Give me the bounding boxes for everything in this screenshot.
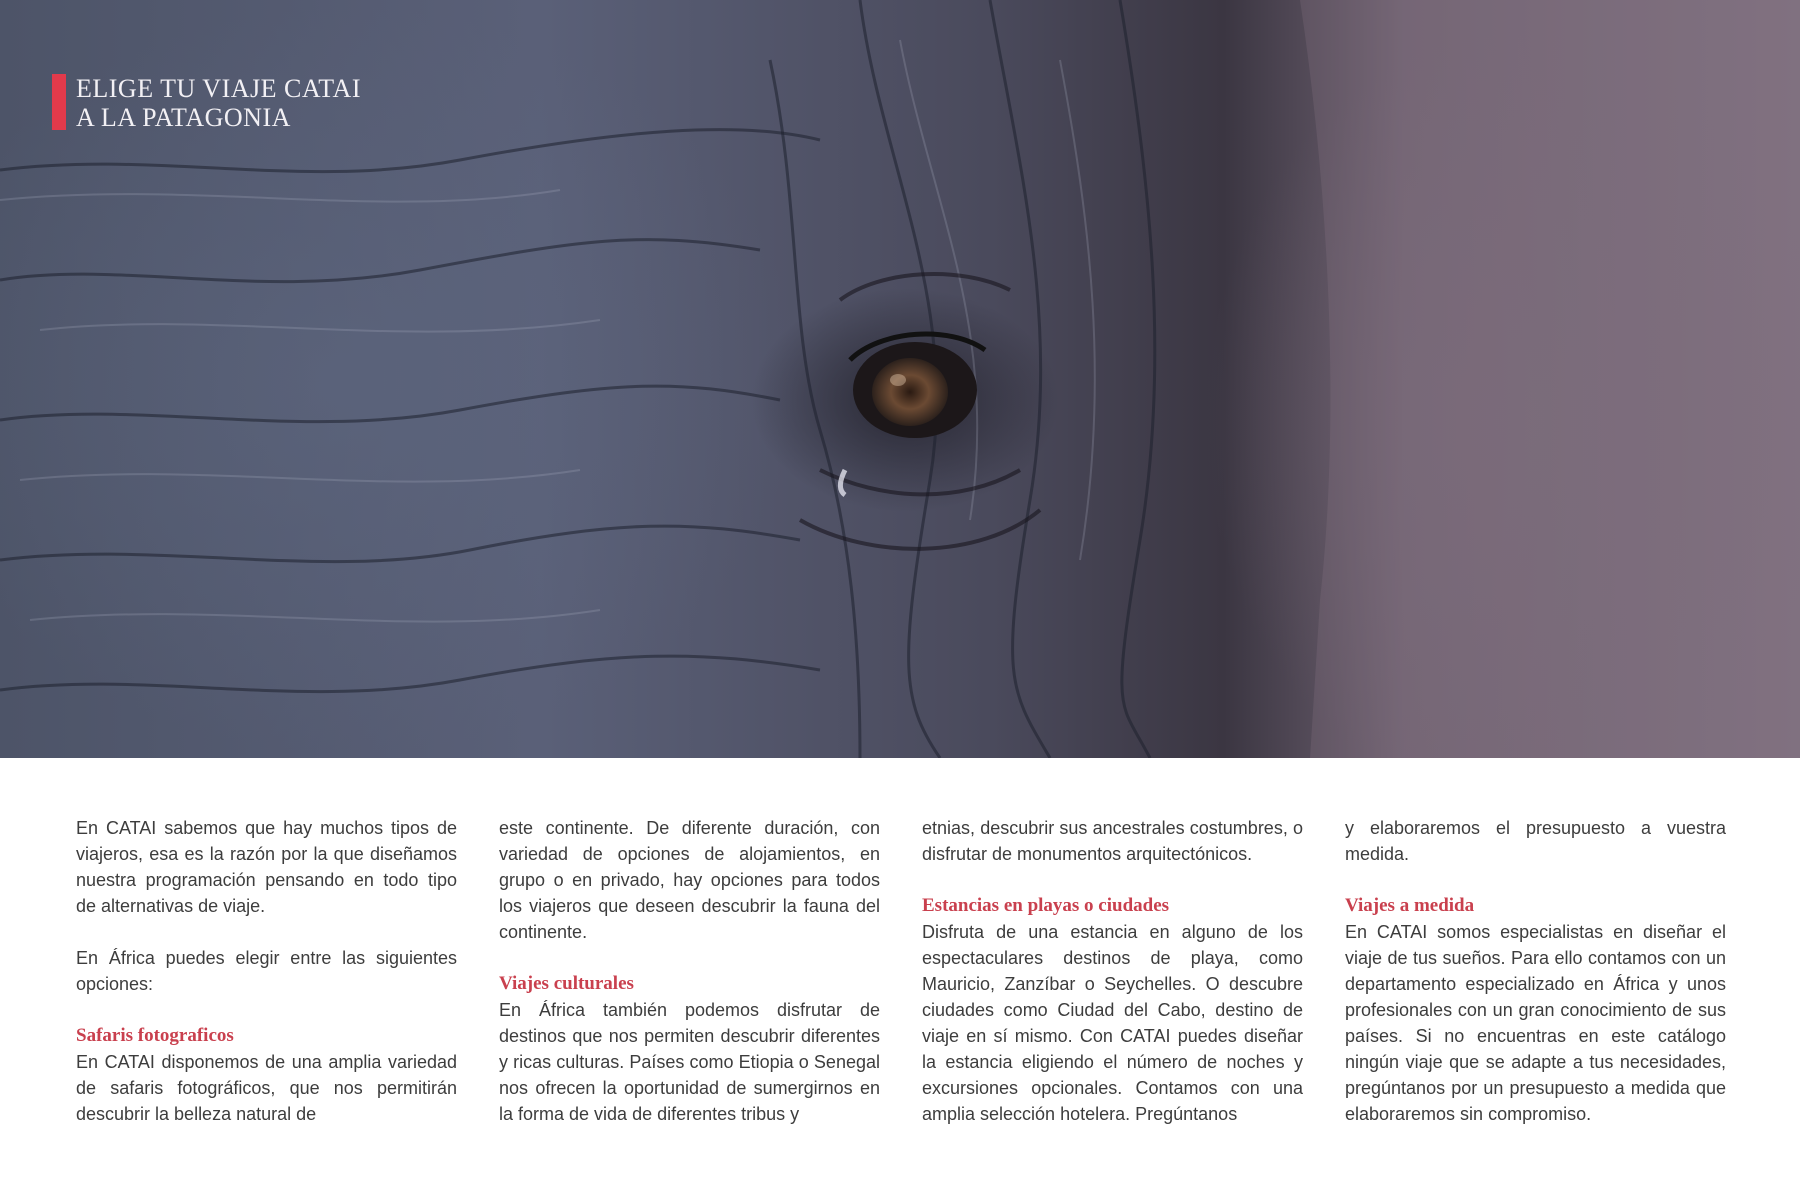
section-heading-estancias: Estancias en playas o ciudades — [922, 895, 1170, 916]
paragraph: En África también podemos disfrutar de destinos que nos permiten descubrir diferentes y ricas culturas. Países como Etiopia o Senegal nos ofrecen la oportunidad de sumergirnos en la forma de vida de diferentes tribus y — [499, 1000, 880, 1124]
section-heading-safaris: Safaris fotograficos — [76, 1025, 234, 1046]
title-accent-bar — [52, 74, 66, 130]
paragraph: En CATAI somos especialistas en diseñar el viaje de tus sueños. Para ello contamos con un departamento especializado en África y unos profesionales con un gran conocimiento de sus países. Si no encuentras en este catálogo ningún viaje que se adapte a tus necesidades, pregúntanos por un presupuesto a medida que elaboraremos sin compromiso. — [1345, 922, 1726, 1124]
paragraph: este continente. De diferente duración, con variedad de opciones de alojamientos, en grupo o en privado, hay opciones para todos los viajeros que deseen descubrir la fauna del continente. — [499, 818, 880, 942]
title-line-2: A LA PATAGONIA — [76, 103, 291, 132]
paragraph: En CATAI disponemos de una amplia variedad de safaris fotográficos, que nos permitirán descubrir la belleza natural de — [76, 1052, 457, 1124]
paragraph: Disfruta de una estancia en alguno de los espectaculares destinos de playa, como Mauricio, Zanzíbar o Seychelles. O descubre ciudades como Ciudad del Cabo, destino de viaje en sí mismo. Con CATAI puedes diseñar la estancia eligiendo el número de noches y excursiones opcionales. Contamos con una amplia selección hotelera. Pregúntanos — [922, 922, 1303, 1124]
section-heading-viajes-culturales: Viajes culturales — [499, 973, 634, 994]
column-4 — [1345, 815, 1726, 1153]
paragraph: En CATAI sabemos que hay muchos tipos de viajeros, esa es la razón por la que diseñamos nuestra programación pensando en todo tipo de alternativas de viaje. — [76, 818, 457, 916]
title-text — [76, 74, 361, 130]
paragraph: En África puedes elegir entre las siguientes opciones: — [76, 948, 457, 994]
column-2 — [499, 815, 880, 1153]
title-line-1: ELIGE TU VIAJE CATAI — [76, 74, 361, 103]
column-3 — [922, 815, 1303, 1153]
page-title — [52, 74, 361, 130]
column-1 — [76, 815, 457, 1153]
section-heading-viajes-a-medida: Viajes a medida — [1345, 895, 1475, 916]
paragraph: etnias, descubrir sus ancestrales costumbres, o disfrutar de monumentos arquitectónicos. — [922, 818, 1303, 864]
paragraph: y elaboraremos el presupuesto a vuestra medida. — [1345, 818, 1726, 864]
